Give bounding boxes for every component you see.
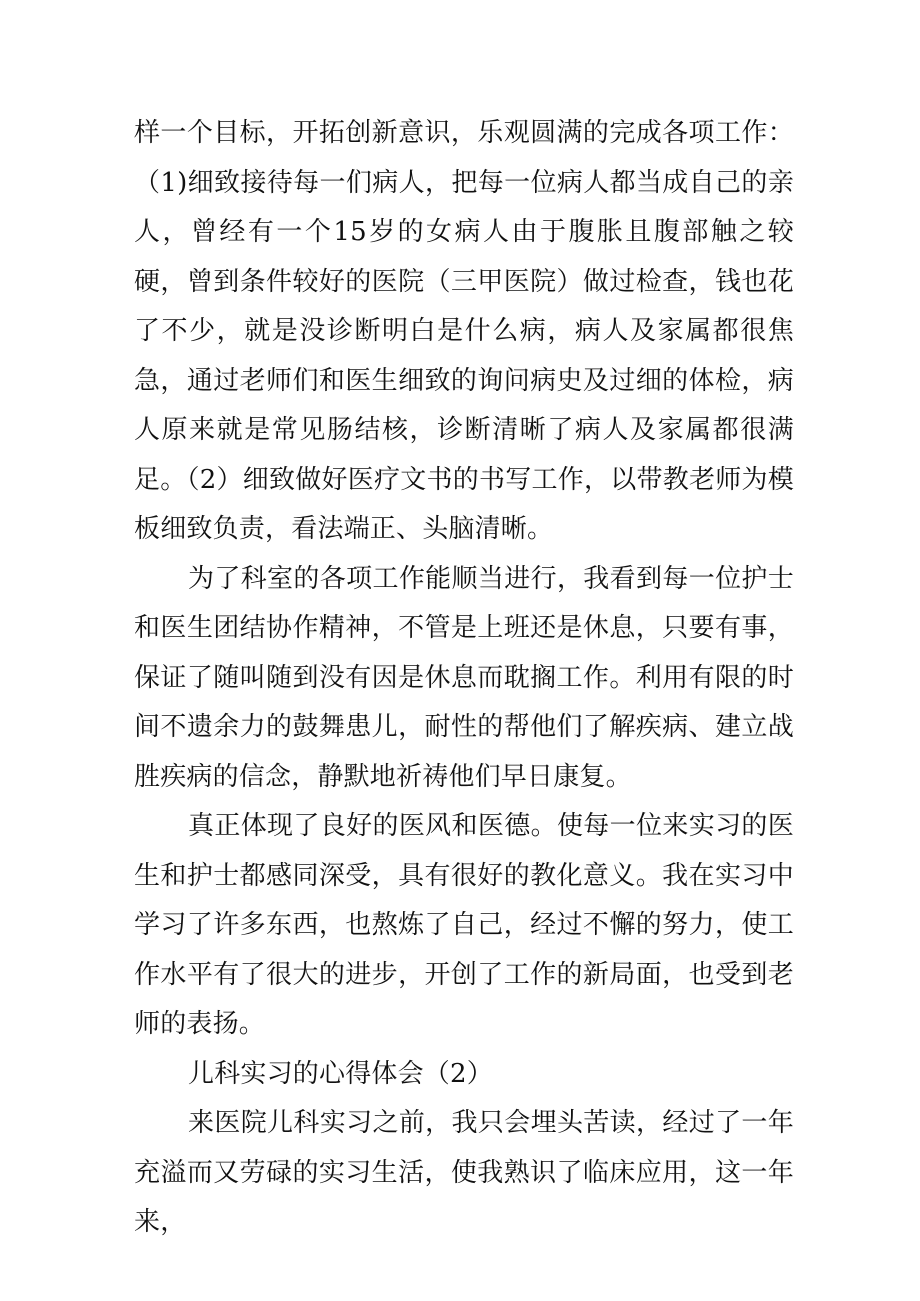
section-heading: 儿科实习的心得体会（2） (188, 1058, 493, 1089)
document-body (134, 109, 794, 1248)
paragraph-4: 来医院儿科实习之前，我只会埋头苦读，经过了一年充溢而又劳碌的实习生活，使我熟识了临床应用，这一年来， (134, 1108, 794, 1237)
paragraph-2: 为了科室的各项工作能顺当进行，我看到每一位护士和医生团结协作精神，不管是上班还是休息，只要有事，保证了随叫随到没有因是休息而耽搁工作。利用有限的时间不遗余力的鼓舞患儿，耐性的帮他们了解疾病、建立战胜疾病的信念，静默地祈祷他们早日康复。 (134, 563, 794, 792)
paragraph-3: 真正体现了良好的医风和医德。使每一位来实习的医生和护士都感同深受，具有很好的教化意义。我在实习中学习了许多东西，也熬炼了自己，经过不懈的努力，使工作水平有了很大的进步，开创了工作的新局面，也受到老师的表扬。 (134, 811, 794, 1039)
paragraph-1: 样一个目标，开拓创新意识，乐观圆满的完成各项工作：（1)细致接待每一们病人，把每一位病人都当成自己的亲人，曾经有一个15岁的女病人由于腹胀且腹部触之较硬，曾到条件较好的医院（三甲医院）做过检查，钱也花了不少，就是没诊断明白是什么病，病人及家属都很焦急，通过老师们和医生细致的询问病史及过细的体检，病人原来就是常见肠结核，诊断清晰了病人及家属都很满足。（2）细致做好医疗文书的书写工作，以带教老师为模板细致负责，看法端正、头脑清晰。 (134, 118, 794, 544)
